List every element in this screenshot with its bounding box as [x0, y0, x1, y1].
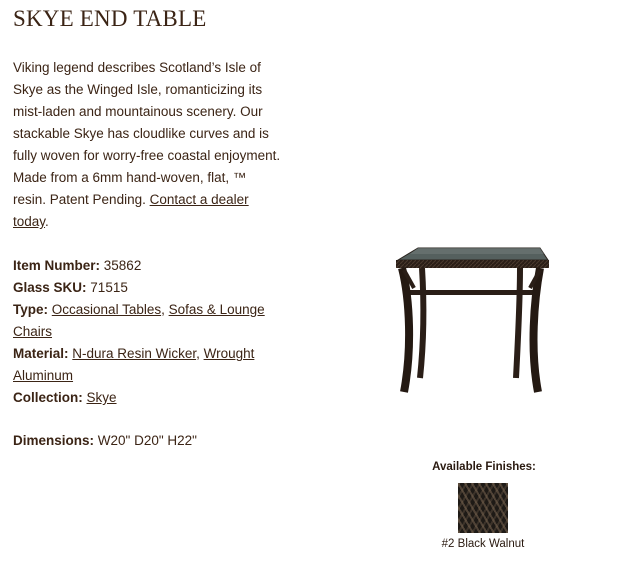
collection-label: Collection:	[13, 390, 83, 405]
type-label: Type:	[13, 302, 49, 317]
collection-link-skye[interactable]: Skye	[86, 390, 117, 405]
material-link-ndura-resin-wicker[interactable]: N-dura Resin Wicker	[72, 346, 197, 361]
material-separator: ,	[196, 346, 204, 361]
material-label: Material:	[13, 346, 69, 361]
end-table-image	[380, 240, 555, 400]
type-link-occasional-tables[interactable]: Occasional Tables	[51, 302, 162, 317]
type-link-sofas-lounge-chairs[interactable]: Sofas & Lounge Chairs	[13, 302, 265, 339]
glass-sku-value: 71515	[90, 280, 128, 295]
dimensions-label: Dimensions:	[13, 433, 95, 448]
page-title: SKYE END TABLE	[13, 6, 207, 31]
finish-label-black-walnut: #2 Black Walnut	[441, 538, 525, 550]
spec-material	[13, 343, 288, 387]
product-description	[13, 57, 283, 233]
available-finishes-title: Available Finishes:	[432, 461, 536, 473]
glass-sku-label: Glass SKU:	[13, 280, 87, 295]
spec-collection	[13, 387, 288, 409]
material-link-wrought-aluminum[interactable]: Wrought Aluminum	[13, 346, 255, 383]
dimensions-value: W20" D20" H22"	[97, 433, 197, 448]
contact-dealer-link[interactable]: Contact a dealer today	[13, 192, 249, 229]
item-number-value: 35862	[103, 258, 142, 273]
spec-item-number	[13, 255, 288, 277]
product-dimensions	[13, 430, 197, 452]
finish-swatch-black-walnut[interactable]	[458, 483, 508, 533]
item-number-label: Item Number:	[13, 258, 101, 273]
spec-glass-sku	[13, 277, 288, 299]
description-period: .	[45, 214, 49, 229]
description-text: Viking legend describes Scotland’s Isle of Skye as the Winged Isle, romanticizing its mist-laden and mountainous scenery. Our stackable Skye has cloudlike curves and is fully woven for worry-free coastal enjoyment. Made from a 6mm hand-woven, flat, ™ resin. Patent Pending.	[13, 60, 281, 207]
product-specs	[13, 255, 288, 409]
type-separator: ,	[161, 302, 169, 317]
spec-type	[13, 299, 288, 343]
